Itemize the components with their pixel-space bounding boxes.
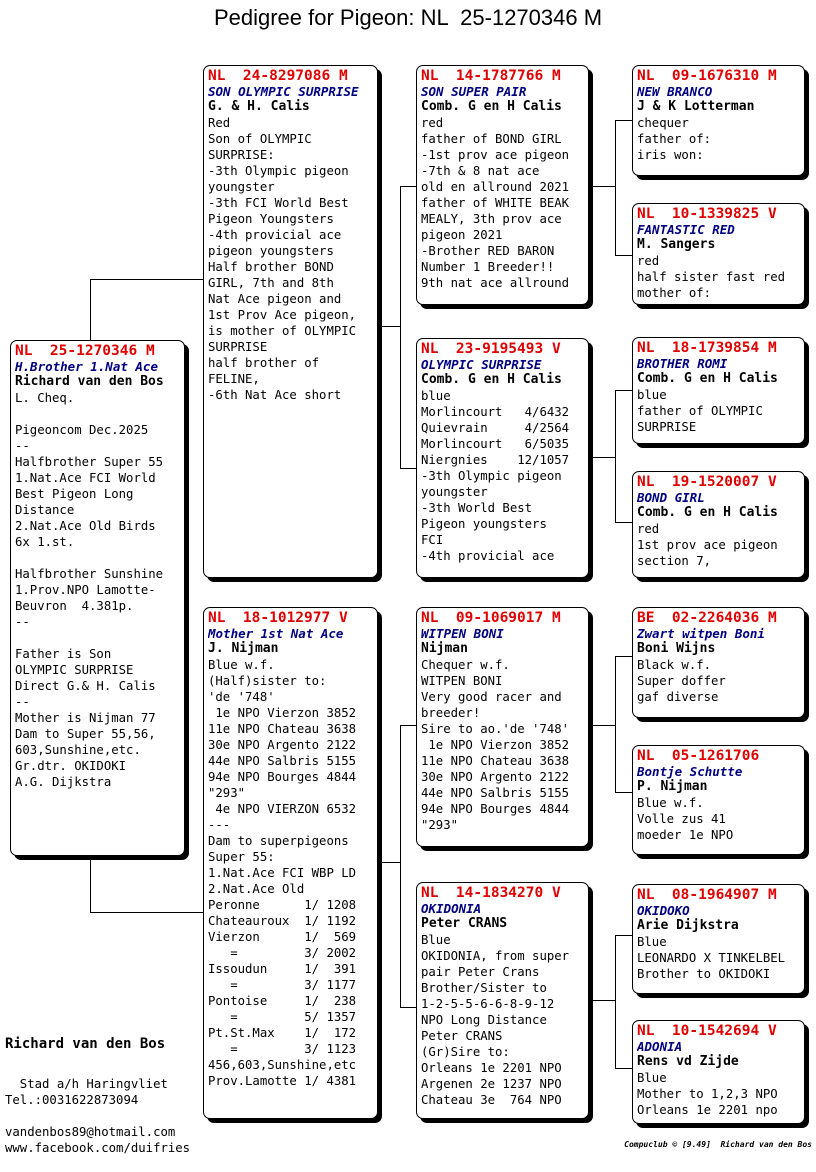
ring-number: NL 10-1542694 V [637, 1023, 777, 1039]
breeder-name: Comb. G en H Calis [421, 372, 562, 387]
pigeon-name: ADONIA [637, 1039, 683, 1054]
ring-number: NL 23-9195493 V [421, 341, 561, 357]
pigeon-details: red half sister fast red mother of: [637, 254, 786, 300]
pigeon-details: Blue w.f. Volle zus 41 moeder 1e NPO [637, 796, 734, 842]
breeder-name: P. Nijman [637, 779, 708, 794]
ring-number: NL 18-1739854 M [637, 340, 777, 356]
connector-line [90, 279, 91, 341]
connector-line [90, 912, 204, 913]
pigeon-details: chequer father of: iris won: [637, 116, 712, 162]
connector-line [593, 457, 616, 458]
sss-card [632, 65, 805, 176]
pigeon-details: Blue w.f. (Half)sister to: 'de '748' 1e NPO Vierzon 3852 11e NPO Chateau 3638 30e NPO Argento 2122 44e NPO Salbris 5155 94e NPO Bourges 4844 "293" 4e NPO VIERZON 6532 --- Dam to superpigeons Super 55: 1.Nat.Ace FCI WBP LD 2.Nat.Ace Old Peronne 1/ 1208 Chateauroux 1/ 1192 Vierzon 1/ 569 = 3/ 2002 Issoudun 1/ 391 = 3/ 1177 Pontoise 1/ 238 = 5/ 1357 Pt.St.Max 1/ 172 = 3/ 1123 456,603,Sunshine,etc Prov.Lamotte 1/ 4381 [208, 658, 357, 1088]
ring-number: NL 18-1012977 V [208, 610, 348, 626]
dss-card [632, 607, 805, 718]
sire-dam-card [416, 338, 589, 578]
connector-line [593, 725, 616, 726]
connector-line [615, 390, 633, 391]
connector-line [593, 1000, 616, 1001]
pigeon-details: Blue LEONARDO X TINKELBEL Brother to OKIDOKI [637, 935, 786, 981]
pigeon-details: Chequer w.f. WITPEN BONI Very good racer and breeder! Sire to ao.'de '748' 1e NPO Vierzon 3852 11e NPO Chateau 3638 30e NPO Argento 2122 44e NPO Salbris 5155 94e NPO Bourges 4844 "293" [421, 658, 570, 832]
connector-line [615, 656, 633, 657]
pigeon-details: red father of BOND GIRL -1st prov ace pigeon -7th & 8 nat ace old en allround 2021 father of WHITE BEAK MEALY, 3th prov ace pigeon 2021 -Brother RED BARON Number 1 Breeder!! 9th nat ace allround [421, 116, 570, 290]
breeder-name: Comb. G en H Calis [637, 371, 778, 386]
connector-line [615, 120, 616, 256]
pigeon-details: L. Cheq. Pigeoncom Dec.2025 -- Halfbrother Super 55 1.Nat.Ace FCI World Best Pigeon Long Distance 2.Nat.Ace Old Birds 6x 1.st. Halfbrother Sunshine 1.Prov.NPO Lamotte- Beuvron 4.381p. -- Father is Son OLYMPIC SURPRISE Direct G.& H. Calis -- Mother is Nijman 77 Dam to Super 55,56, 603,Sunshine,etc. Gr.dtr. OKIDOKI A.G. Dijkstra [15, 391, 164, 789]
owner-name: Richard van den Bos [5, 1036, 166, 1052]
pigeon-details: Blue Mother to 1,2,3 NPO Orleans 1e 2201 npo [637, 1071, 778, 1117]
ring-number: NL 24-8297086 M [208, 68, 348, 84]
connector-line [615, 935, 616, 1069]
ring-number: NL 09-1676310 M [637, 68, 777, 84]
pigeon-details: Red Son of OLYMPIC SURPRISE: -3th Olympic pigeon youngster -3th FCI World Best Pigeon Youngsters -4th provicial ace pigeon youngsters Half brother BOND GIRL, 7th and 8th Nat Ace pigeon and 1st Prov Ace pigeon, is mother of OLYMPIC SURPRISE half brother of FELINE, -6th Nat Ace short [208, 116, 357, 402]
breeder-name: Peter CRANS [421, 916, 508, 931]
connector-line [615, 255, 633, 256]
connector-line [615, 1068, 633, 1069]
subject-pigeon-card [10, 340, 185, 856]
connector-line [400, 1007, 417, 1008]
connector-line [400, 186, 417, 187]
pigeon-name: NEW BRANCO [637, 84, 713, 99]
connector-line [90, 856, 91, 913]
pigeon-name: OLYMPIC SURPRISE [421, 357, 542, 372]
pigeon-details: Blue OKIDONIA, from super pair Peter Crans Brother/Sister to 1-2-5-5-6-6-8-9-12 NPO Long Distance Peter CRANS (Gr)Sire to: Orleans 1e 2201 NPO Argenen 2e 1237 NPO Chateau 3e 764 NPO [421, 933, 570, 1107]
ring-number: BE 02-2264036 M [637, 610, 777, 626]
dam-sire-card [416, 607, 589, 847]
connector-line [615, 390, 616, 523]
connector-line [400, 725, 401, 1008]
pigeon-name: OKIDOKO [637, 903, 690, 918]
ring-number: NL 08-1964907 M [637, 887, 777, 903]
dsd-card [632, 745, 805, 855]
software-credit: Compuclub © [9.49] Richard van den Bos [624, 1140, 812, 1149]
dam-card [203, 607, 378, 1119]
sds-card [632, 337, 805, 444]
dam-dam-card [416, 882, 589, 1119]
ring-number: NL 19-1520007 V [637, 474, 777, 490]
breeder-name: Comb. G en H Calis [421, 99, 562, 114]
connector-line [381, 326, 401, 327]
ring-number: NL 25-1270346 M [15, 343, 155, 359]
pigeon-name: SON SUPER PAIR [421, 84, 527, 99]
connector-line [400, 468, 417, 469]
breeder-name: J. Nijman [208, 641, 279, 656]
pigeon-details: red 1st prov ace pigeon section 7, [637, 522, 778, 568]
pigeon-name: BROTHER ROMI [637, 356, 728, 371]
connector-line [400, 186, 401, 469]
connector-line [90, 279, 204, 280]
connector-line [381, 862, 401, 863]
pigeon-name: H.Brother 1.Nat Ace [15, 359, 158, 374]
pigeon-name: SON OLYMPIC SURPRISE [208, 84, 359, 99]
pigeon-details: blue father of OLYMPIC SURPRISE [637, 388, 763, 434]
ring-number: NL 05-1261706 [637, 748, 760, 764]
dds-card [632, 884, 805, 994]
connector-line [615, 792, 633, 793]
breeder-name: Rens vd Zijde [637, 1054, 739, 1069]
breeder-name: G. & H. Calis [208, 99, 310, 114]
breeder-name: Richard van den Bos [15, 374, 164, 389]
sdd-card [632, 471, 805, 578]
ring-number: NL 14-1834270 V [421, 885, 561, 901]
ring-number: NL 10-1339825 V [637, 206, 777, 222]
sire-card [203, 65, 378, 578]
pigeon-name: OKIDONIA [421, 901, 482, 916]
pigeon-name: BOND GIRL [637, 490, 705, 505]
breeder-name: M. Sangers [637, 237, 716, 252]
ddd-card [632, 1020, 805, 1124]
pigeon-name: Zwart witpen Boni [637, 626, 765, 641]
breeder-name: Boni Wijns [637, 641, 716, 656]
connector-line [593, 186, 616, 187]
owner-address: Stad a/h Haringvliet Tel.:0031622873094 [5, 1077, 168, 1107]
connector-line [615, 120, 633, 121]
breeder-name: Comb. G en H Calis [637, 505, 778, 520]
breeder-name: Arie Dijkstra [637, 918, 739, 933]
pigeon-name: Mother 1st Nat Ace [208, 626, 344, 641]
pigeon-details: blue Morlincourt 4/6432 Quievrain 4/2564 Morlincourt 6/5035 Niergnies 12/1057 -3th Olympic pigeon youngster -3th World Best Pigeon youngsters FCI -4th provicial ace [421, 389, 570, 563]
ring-number: NL 14-1787766 M [421, 68, 561, 84]
connector-line [400, 725, 417, 726]
connector-line [615, 522, 633, 523]
connector-line [615, 935, 633, 936]
ssd-card [632, 203, 805, 305]
pigeon-name: FANTASTIC RED [637, 222, 735, 237]
sire-sire-card [416, 65, 589, 305]
pigeon-details: Black w.f. Super doffer gaf diverse [637, 658, 726, 704]
breeder-name: J & K Lotterman [637, 99, 755, 114]
pigeon-name: WITPEN BONI [421, 626, 504, 641]
page-title: Pedigree for Pigeon: NL 25-1270346 M [213, 5, 603, 30]
connector-line [615, 656, 616, 793]
pigeon-name: Bontje Schutte [637, 764, 743, 779]
owner-contact: vandenbos89@hotmail.com www.facebook.com/duifries [5, 1125, 191, 1155]
ring-number: NL 09-1069017 M [421, 610, 561, 626]
breeder-name: Nijman [421, 641, 468, 656]
